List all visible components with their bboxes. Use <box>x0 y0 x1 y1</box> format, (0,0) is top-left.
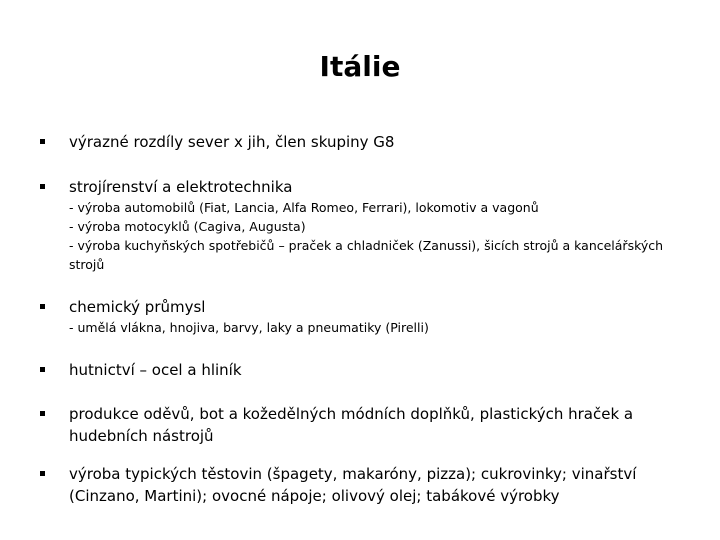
square-bullet-icon <box>40 137 46 145</box>
slide-title: Itálie <box>319 50 401 83</box>
bullet-text: produkce oděvů, bot a kožedělných módních doplňků, plastických hraček a hudebních nástrojů <box>69 405 634 445</box>
bullet-item-metallurgy <box>40 359 680 383</box>
bullet-text: výrazné rozdíly sever x jih, člen skupiny G8 <box>69 133 395 151</box>
sub-item: - umělá vlákna, hnojiva, barvy, laky a pneumatiky (Pirelli) <box>69 320 429 335</box>
sub-list <box>69 318 679 337</box>
bullet-text: výroba typických těstovin (špagety, makaróny, pizza); cukrovinky; vinařství (Cinzano, Martini); ovocné nápoje; olivový olej; tabákové výrobky <box>69 465 637 505</box>
square-bullet-icon <box>40 302 46 310</box>
square-bullet-icon <box>40 409 46 417</box>
sub-item: - výroba automobilů (Fiat, Lancia, Alfa Romeo, Ferrari), lokomotiv a vagonů <box>69 200 539 215</box>
square-bullet-icon <box>40 182 46 190</box>
sub-list <box>69 198 679 274</box>
square-bullet-icon <box>40 469 46 477</box>
bullet-item-engineering <box>40 176 680 276</box>
bullet-item-clothing <box>40 403 680 449</box>
sub-item: - výroba kuchyňských spotřebičů – praček a chladniček (Zanussi), šicích strojů a kancelářských strojů <box>69 238 664 272</box>
bullet-item-food <box>40 463 680 509</box>
bullet-item-chemical <box>40 296 680 340</box>
bullet-item-distinctions <box>40 131 680 155</box>
bullet-text: hutnictví – ocel a hliník <box>69 361 242 379</box>
bullet-text: chemický průmysl <box>69 298 206 316</box>
square-bullet-icon <box>40 365 46 373</box>
bullet-text: strojírenství a elektrotechnika <box>69 178 293 196</box>
sub-item: - výroba motocyklů (Cagiva, Augusta) <box>69 219 306 234</box>
